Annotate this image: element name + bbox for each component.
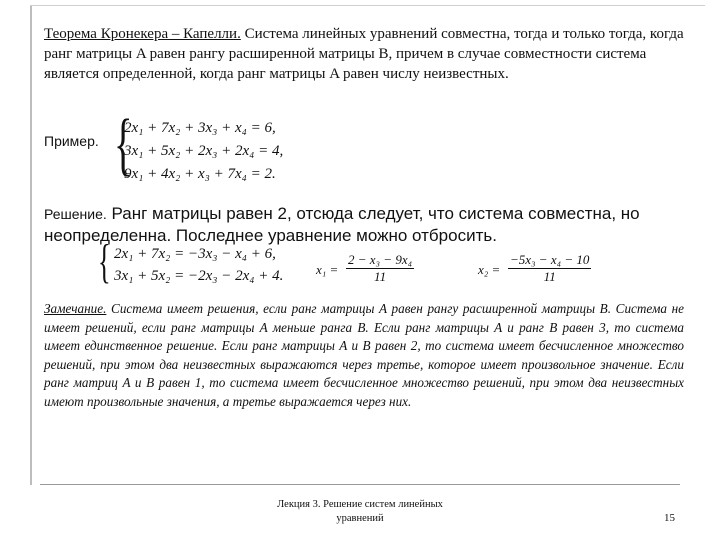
reduced-brace: { — [98, 235, 111, 288]
remark-title: Замечание. — [44, 301, 107, 316]
footer-divider — [40, 484, 680, 485]
x1-fraction — [346, 252, 414, 285]
x1-lhs: x₁ = — [316, 262, 339, 277]
reduced-system — [98, 235, 308, 292]
slide-left-border — [30, 5, 32, 485]
x2-denominator: 11 — [543, 269, 556, 284]
solution-label: Решение. — [44, 206, 107, 222]
footer-caption — [250, 498, 470, 526]
remark-body: Система имеет решения, если ранг матрицы A равен рангу расширенной матрицы B. Система не имеет решений, если ранг матрицы A меньше ранга B. Если ранг матрицы A и ранг B равен 3, то система имеет единственное решение. Если ранг матрицы A и B равен 2, то система имеет бесчисленное множество решений, при этом два неизвестных выражаются через третье, которое имеет произвольное значение. Если ранг матриц A и B равен 1, то система имеет бесчисленное множество решений, при этом два неизвестных имеют произвольные значения, а третье выражается через них. — [44, 301, 684, 409]
x1-numerator: 2 − x₃ − 9x₄ — [348, 252, 413, 267]
solution-text: Ранг матрицы равен 2, отсюда следует, что система совместна, но неопределенна. Последнее уравнение можно отбросить. — [44, 204, 640, 245]
solution-paragraph — [44, 203, 684, 246]
footer-line-1: Лекция 3. Решение систем линейных — [277, 499, 443, 510]
x1-denominator: 11 — [374, 269, 387, 284]
slide-top-border — [30, 5, 705, 6]
equation-1: 2x₁ + 7x₂ + 3x₃ + x₄ = 6, — [124, 120, 276, 136]
x2-numerator: −5x₃ − x₄ − 10 — [510, 252, 590, 267]
remark-paragraph — [44, 300, 684, 412]
page-number: 15 — [664, 512, 675, 524]
theorem-body: Система линейных уравнений совместна, тогда и только тогда, когда ранг матрицы A равен рангу расширенной матрицы B, причем в случае совместности система является определенной, когда ранг матрицы A равен числу неизвестных. — [44, 26, 684, 82]
example-label: Пример. — [44, 133, 99, 149]
theorem-title: Теорема Кронекера – Капелли. — [44, 26, 241, 42]
reduced-equation-2: 3x₁ + 5x₂ = −2x₃ − 2x₄ + 4. — [114, 268, 284, 284]
reduced-equation-1: 2x₁ + 7x₂ = −3x₃ − x₄ + 6, — [114, 246, 276, 262]
x2-lhs: x₂ = — [478, 262, 501, 277]
equation-3: 9x₁ + 4x₂ + x₃ + 7x₄ = 2. — [124, 166, 276, 182]
theorem-paragraph — [44, 24, 684, 84]
system-brace: { — [114, 106, 133, 183]
x2-fraction — [508, 252, 591, 285]
equation-2: 3x₁ + 5x₂ + 2x₃ + 2x₄ = 4, — [124, 143, 284, 159]
example-system — [114, 106, 314, 188]
footer-line-2: уравнений — [336, 513, 384, 524]
